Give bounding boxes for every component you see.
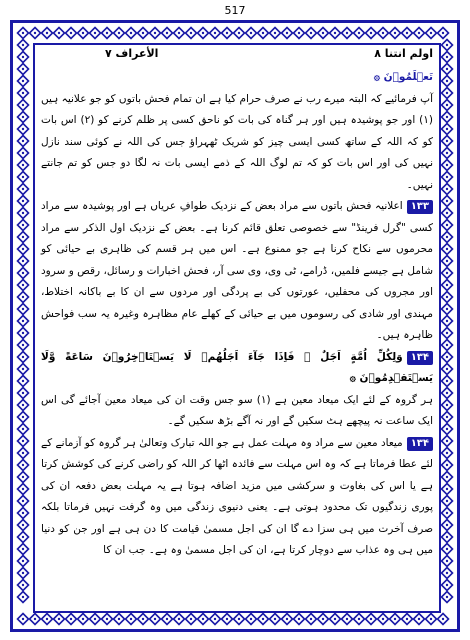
border-dot [94, 618, 96, 620]
border-dot [22, 428, 24, 430]
border-dot [322, 32, 324, 34]
page-header [35, 47, 439, 63]
border-dot [202, 618, 204, 620]
footnote-1: ۱۳۳اعلانیہ فحش باتوں سے مراد بعض کے نزدیک طوافِ عریاں ہے اور پوشیدہ سے مراد کسی "گرل فرینڈ" سے خصوصی تعلق قائم کرنا ہے۔ بعض کے نزدیک اول الذکر سے مراد محرموں سے نکاح کرنا ہے جو ممنوع ہے۔ اس میں ہر قسم کی ظاہری بے حیائی کو شامل ہے جیسے فلمیں، ڈرامے، ٹی وی، وی سی آر، فحش اخبارات و رسائل، رقص و سرود اور مجروں کی محفلیں، عورتوں کی بے پردگی اور مردوں سے ان کا بے باکانہ اختلاط، مہندی اور شادی کی رسوموں میں بے حیائی کے کھلے عام مظاہرہ وغیرہ یہ سب فواحش ظاہرہ ہیں۔ [41, 200, 433, 341]
border-dot [22, 332, 24, 334]
border-dot [22, 476, 24, 478]
border-dot [446, 536, 448, 538]
border-dot [58, 618, 60, 620]
border-dot [190, 32, 192, 34]
border-dot [22, 536, 24, 538]
border-dot [286, 618, 288, 620]
border-dot [22, 224, 24, 226]
border-dot [286, 32, 288, 34]
border-dot [94, 32, 96, 34]
border-dot [22, 140, 24, 142]
border-dot [22, 104, 24, 106]
border-dot [446, 248, 448, 250]
border-dot [446, 500, 448, 502]
border-dot [394, 32, 396, 34]
border-dot [22, 452, 24, 454]
border-dot [382, 618, 384, 620]
border-dot [250, 618, 252, 620]
border-dot [226, 618, 228, 620]
border-dot [202, 32, 204, 34]
border-dot [446, 56, 448, 58]
border-dot [446, 356, 448, 358]
border-dot [446, 68, 448, 70]
border-dot [22, 176, 24, 178]
border-dot [274, 32, 276, 34]
border-dot [118, 32, 120, 34]
border-dot [346, 618, 348, 620]
border-dot [446, 176, 448, 178]
border-dot [22, 92, 24, 94]
border-dot [442, 32, 444, 34]
footnote-2: ۱۳۴میعاد معین سے مراد وہ مہلت عمل ہے جو اللہ تبارک وتعالیٰ ہر گروہ کو آزمانے کے لئے عطا فرماتا ہے کہ وہ اس مہلت سے فائدہ اٹھا کر اللہ کو راضی کرنے کی کوشش کرتا ہے یا اس کی بغاوت و سرکشی میں مزید اضافہ ہوتا ہے یہ مہلت بعض دفعہ ان کی پوری زندگیوں تک محدود ہوتی ہے۔ یعنی دنیوی زندگی میں وہ گرفت نہیں فرماتا بلکہ صرف آخرت میں ہی سزا دے گا ان کی اجل مسمیٰ قیامت کا دن ہی ہے اور جن کو دنیا میں ہی وہ عذاب سے دوچار کرتا ہے، ان کی اجل مسمیٰ وہ ہے۔ جب ان کا [41, 436, 433, 556]
border-dot [446, 464, 448, 466]
border-dot [34, 32, 36, 34]
border-dot [446, 428, 448, 430]
border-dot [22, 152, 24, 154]
border-dot [418, 32, 420, 34]
border-dot [22, 368, 24, 370]
border-dot [22, 56, 24, 58]
border-dot [370, 32, 372, 34]
border-dot [446, 368, 448, 370]
border-dot [22, 260, 24, 262]
border-dot [370, 618, 372, 620]
border-dot [22, 596, 24, 598]
ayah-2: ۱۳۴وَلِكُلِّ اُمَّةٍ اَجَلٌ ۚ فَاِذَا جَآءَ اَجَلُهُمۡ لَا يَسۡتَاۡخِرُوۡنَ سَاعَةً وَّلَا يَسۡتَقۡدِمُوۡنَ ۞ [41, 350, 433, 384]
decorative-frame [10, 20, 460, 632]
border-dot [446, 548, 448, 550]
border-dot [262, 618, 264, 620]
border-dot [70, 618, 72, 620]
ayah-number-badge: ۱۳۴ [407, 351, 433, 365]
border-dot [446, 392, 448, 394]
border-dot [22, 200, 24, 202]
border-dot [22, 344, 24, 346]
border-dot [22, 524, 24, 526]
border-dot [322, 618, 324, 620]
border-dot [446, 452, 448, 454]
border-dot [446, 524, 448, 526]
border-dot [22, 80, 24, 82]
border-dot [298, 32, 300, 34]
border-dot [310, 32, 312, 34]
border-dot [382, 32, 384, 34]
border-dot [446, 416, 448, 418]
border-dot [22, 356, 24, 358]
border-dot [446, 296, 448, 298]
border-dot [22, 548, 24, 550]
border-dot [446, 272, 448, 274]
border-dot [446, 92, 448, 94]
opening-ayah: تَعۡلَمُوۡنَ ۞ [373, 71, 433, 83]
border-dot [446, 224, 448, 226]
border-dot [406, 618, 408, 620]
border-dot [446, 596, 448, 598]
border-dot [430, 32, 432, 34]
border-dot [446, 44, 448, 46]
border-dot [214, 32, 216, 34]
border-dot [446, 116, 448, 118]
border-dot [446, 128, 448, 130]
border-dot [106, 618, 108, 620]
border-dot [22, 164, 24, 166]
border-dot [446, 188, 448, 190]
border-dot [22, 44, 24, 46]
border-dot [446, 164, 448, 166]
border-dot [22, 128, 24, 130]
border-dot [58, 32, 60, 34]
border-dot [22, 464, 24, 466]
border-dot [142, 618, 144, 620]
content-panel [33, 43, 441, 613]
border-dot [130, 618, 132, 620]
header-para-label: اولم انتنا ٨ [374, 47, 433, 60]
border-dot [446, 104, 448, 106]
border-dot [446, 236, 448, 238]
border-dot [22, 32, 24, 34]
border-dot [22, 500, 24, 502]
footnote-number-badge: ۱۳۴ [407, 437, 433, 451]
border-dot [22, 236, 24, 238]
border-dot [446, 212, 448, 214]
border-dot [310, 618, 312, 620]
translation-paragraph-1: آپ فرمائیے کہ البتہ میرے رب نے صرف حرام کیا ہے ان تمام فحش باتوں کو جو علانیہ ہیں (۱) اور جو پوشیدہ ہیں اور ہر گناہ کی بات کو ناحق کسی پر ظلم کرنے کو (۲) اس بات کو کہ اللہ کے ساتھ کسی ایسی چیز کو شریک ٹھہراؤ جس کی اللہ نے کوئی سند نازل نہیں کی اور اس بات کو کہ تم لوگ اللہ کے ذمے ایسی بات نہ لگا دو جس کو تم جانتے نہیں۔ [41, 92, 434, 191]
border-dot [446, 380, 448, 382]
border-dot [190, 618, 192, 620]
border-dot [82, 618, 84, 620]
border-dot [346, 32, 348, 34]
border-dot [178, 32, 180, 34]
border-dot [430, 618, 432, 620]
border-dot [70, 32, 72, 34]
border-dot [446, 584, 448, 586]
border-dot [358, 618, 360, 620]
border-dot [446, 512, 448, 514]
border-dot [22, 308, 24, 310]
border-dot [334, 32, 336, 34]
translation-paragraph-2: ہر گروہ کے لئے ایک میعاد معین ہے (۱) سو جس وقت ان کی میعاد معین آجائے گی اس ایک ساعت نہ پیچھے ہٹ سکیں گے اور نہ آگے بڑھ سکیں گے۔ [41, 393, 433, 427]
border-dot [22, 392, 24, 394]
border-dot [22, 560, 24, 562]
border-dot [22, 68, 24, 70]
border-dot [446, 152, 448, 154]
border-dot [446, 488, 448, 490]
body-text [41, 67, 433, 562]
border-dot [446, 260, 448, 262]
border-dot [262, 32, 264, 34]
border-dot [238, 32, 240, 34]
border-dot [22, 512, 24, 514]
border-dot [118, 618, 120, 620]
border-dot [22, 212, 24, 214]
border-dot [34, 618, 36, 620]
border-dot [22, 404, 24, 406]
border-dot [22, 284, 24, 286]
border-dot [446, 308, 448, 310]
border-dot [82, 32, 84, 34]
border-dot [446, 404, 448, 406]
border-dot [446, 80, 448, 82]
border-dot [46, 32, 48, 34]
border-dot [22, 416, 24, 418]
footnote-number-badge: ۱۳۳ [407, 200, 433, 214]
border-dot [446, 200, 448, 202]
border-dot [22, 188, 24, 190]
page-number: 517 [224, 4, 246, 17]
border-dot [22, 488, 24, 490]
border-dot [166, 618, 168, 620]
border-dot [22, 320, 24, 322]
border-dot [22, 380, 24, 382]
border-dot [358, 32, 360, 34]
border-dot [446, 344, 448, 346]
border-dot [446, 332, 448, 334]
border-dot [446, 560, 448, 562]
border-dot [142, 32, 144, 34]
border-dot [446, 476, 448, 478]
border-dot [238, 618, 240, 620]
border-dot [298, 618, 300, 620]
border-dot [446, 284, 448, 286]
border-dot [418, 618, 420, 620]
border-dot [166, 32, 168, 34]
border-dot [46, 618, 48, 620]
border-dot [214, 618, 216, 620]
border-dot [154, 32, 156, 34]
border-dot [250, 32, 252, 34]
border-dot [394, 618, 396, 620]
header-surah-label: الأعراف ٧ [105, 47, 159, 60]
border-dot [130, 32, 132, 34]
border-dot [22, 618, 24, 620]
border-dot [274, 618, 276, 620]
border-dot [446, 140, 448, 142]
border-dot [442, 618, 444, 620]
border-dot [22, 248, 24, 250]
border-dot [22, 440, 24, 442]
border-dot [446, 320, 448, 322]
border-dot [22, 572, 24, 574]
border-dot [22, 272, 24, 274]
border-dot [226, 32, 228, 34]
border-dot [406, 32, 408, 34]
border-dot [446, 572, 448, 574]
border-dot [154, 618, 156, 620]
border-dot [334, 618, 336, 620]
border-dot [446, 440, 448, 442]
border-dot [106, 32, 108, 34]
border-dot [22, 116, 24, 118]
border-dot [22, 584, 24, 586]
border-dot [22, 296, 24, 298]
border-dot [178, 618, 180, 620]
